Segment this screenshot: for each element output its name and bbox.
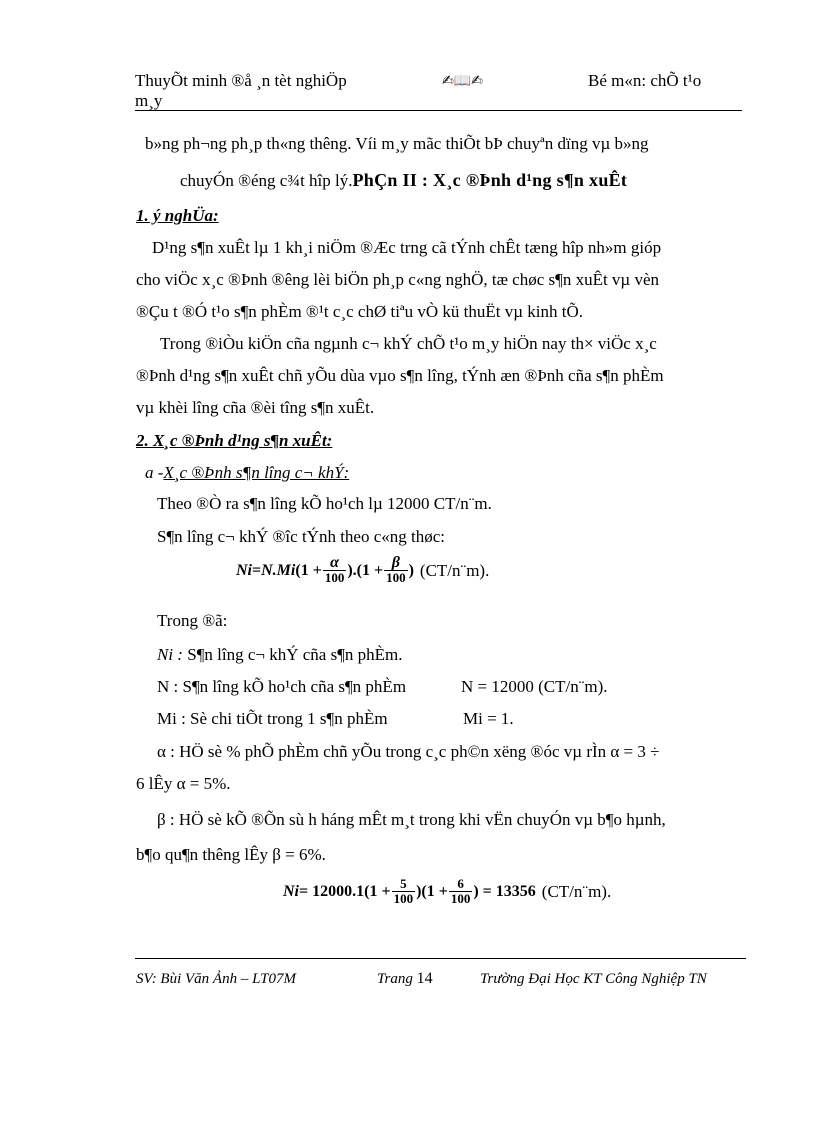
- formula-mechanical-output: [236, 556, 489, 585]
- paragraph-line: ®Þnh d¹ng s¶n xuÊt chñ yÕu dùa vµo s¶n lîng, tÝnh æn ®Þnh cña s¶n phÈm: [136, 366, 664, 385]
- formula-text: )(1 +: [416, 882, 448, 900]
- footer-divider: [135, 958, 746, 959]
- formula-unit: (CT/n¨m).: [541, 881, 612, 901]
- fraction-six-percent: [449, 877, 473, 906]
- formula-text: ) = 13356: [473, 882, 536, 900]
- footer-page-number: 14: [416, 970, 433, 987]
- paragraph-line: D¹ng s¶n xuÊt lµ 1 kh¸i niÖm ®Æc trng cã tÝnh chÊt tæng hîp nh»m gióp: [152, 238, 662, 257]
- paragraph-line: Theo ®Ò ra s¶n lîng kÕ ho¹ch lµ 12000 CT/n¨m.: [157, 494, 492, 513]
- fraction-five-percent: [392, 877, 416, 906]
- part-title: PhÇn II : X¸c ®Þnh d¹ng s¶n xuÊt: [352, 170, 628, 190]
- paragraph-text: chuyÓn ®éng c¾t hîp lý.: [180, 171, 353, 190]
- header-logo-icon: ✍📖✍: [442, 73, 483, 89]
- fraction-denominator: 100: [450, 891, 471, 906]
- definition-line: 6 lÊy α = 5%.: [136, 774, 231, 793]
- formula-text: ): [408, 561, 414, 579]
- fraction-numerator: 6: [457, 876, 464, 891]
- header-department: Bé m«n: chÕ t¹o: [588, 71, 702, 90]
- definition-line: α : HÖ sè % phÕ phÈm chñ yÕu trong c¸c ph©n xëng ®óc vµ rÌn α = 3 ÷: [157, 742, 660, 761]
- definition-value: Mi = 1.: [463, 709, 514, 728]
- footer-student: SV: Bùi Văn Ảnh – LT07M: [136, 971, 296, 987]
- definition-line: N : S¶n lîng kÕ ho¹ch cña s¶n phÈm: [157, 677, 407, 696]
- section-title-production-type: 2. X¸c ®Þnh d¹ng s¶n xuÊt:: [136, 431, 333, 450]
- subsection-text: X¸c ®Þnh s¶n lîng c¬ khÝ:: [163, 463, 350, 482]
- section-title-meaning: 1. ý nghÜa:: [136, 206, 219, 225]
- fraction-denominator: 100: [393, 891, 414, 906]
- paragraph-line: S¶n lîng c¬ khÝ ®îc tÝnh theo c«ng thøc:: [157, 527, 446, 546]
- paragraph-line: Trong ®ã:: [157, 611, 228, 630]
- fraction-numerator: 5: [400, 876, 407, 891]
- paragraph-line: cho viÖc x¸c ®Þnh ®êng lèi biÖn ph¸p c«ng nghÖ, tæ chøc s¶n xuÊt vµ vèn: [136, 270, 660, 289]
- header-title: ThuyÕt minh ®å ¸n tèt nghiÖp: [135, 71, 347, 90]
- header-divider: [135, 110, 742, 111]
- footer-school: Trường Đại Học KT Công Nghiệp TN: [480, 971, 707, 987]
- fraction-denominator: 100: [324, 570, 345, 585]
- paragraph-line: Trong ®iÒu kiÖn cña ngµnh c¬ khÝ chÕ t¹o m¸y hiÖn nay th× viÖc x¸c: [160, 334, 657, 353]
- paragraph-line: vµ khèi lîng cña ®èi tîng s¶n xuÊt.: [136, 398, 375, 417]
- definition-line: b¶o qu¶n thêng lÊy β = 6%.: [136, 845, 326, 864]
- fraction-numerator: α: [330, 554, 339, 571]
- subsection-prefix: a -: [145, 463, 164, 482]
- formula-unit: (CT/n¨m).: [419, 560, 490, 580]
- formula-result: [283, 877, 611, 906]
- paragraph-line: ®Çu t ®Ó t¹o s¶n phÈm ®¹t c¸c chØ tiªu vÒ kü thuËt vµ kinh tÕ.: [136, 302, 583, 321]
- formula-symbol: Ni: [236, 561, 252, 579]
- subsection-title: [145, 463, 349, 483]
- definition-line: β : HÖ sè kÕ ®Õn sù h háng mÊt m¸t trong khi vËn chuyÓn vµ b¶o hµnh,: [157, 810, 666, 829]
- fraction-alpha: [323, 556, 347, 585]
- definition-value: N = 12000 (CT/n¨m).: [461, 677, 608, 696]
- footer-page: [377, 970, 433, 988]
- formula-symbol: Ni: [283, 882, 299, 900]
- formula-text: ).(1 +: [347, 561, 384, 579]
- fraction-beta: [384, 556, 408, 585]
- definition-line: Mi : Sè chi tiÕt trong 1 s¶n phÈm: [157, 709, 388, 728]
- definition-text: S¶n lîng c¬ khÝ cña s¶n phÈm.: [182, 645, 403, 664]
- fraction-numerator: β: [391, 554, 400, 571]
- formula-symbol: N.Mi: [261, 561, 296, 579]
- paragraph-line: b»ng ph¬ng ph¸p th«ng thêng. Víi m¸y mãc thiÕt bÞ chuyªn dïng vµ b»ng: [145, 134, 649, 153]
- formula-text: = 12000.1(1 +: [299, 882, 391, 900]
- definition-symbol: Ni :: [157, 645, 183, 664]
- footer-page-label: Trang: [377, 971, 413, 987]
- paragraph-line: [180, 170, 627, 191]
- fraction-denominator: 100: [386, 570, 406, 585]
- header-title-continued: m¸y: [135, 91, 163, 110]
- formula-text: (1 +: [295, 561, 322, 579]
- definition-line: [157, 645, 403, 665]
- formula-text: =: [252, 561, 262, 579]
